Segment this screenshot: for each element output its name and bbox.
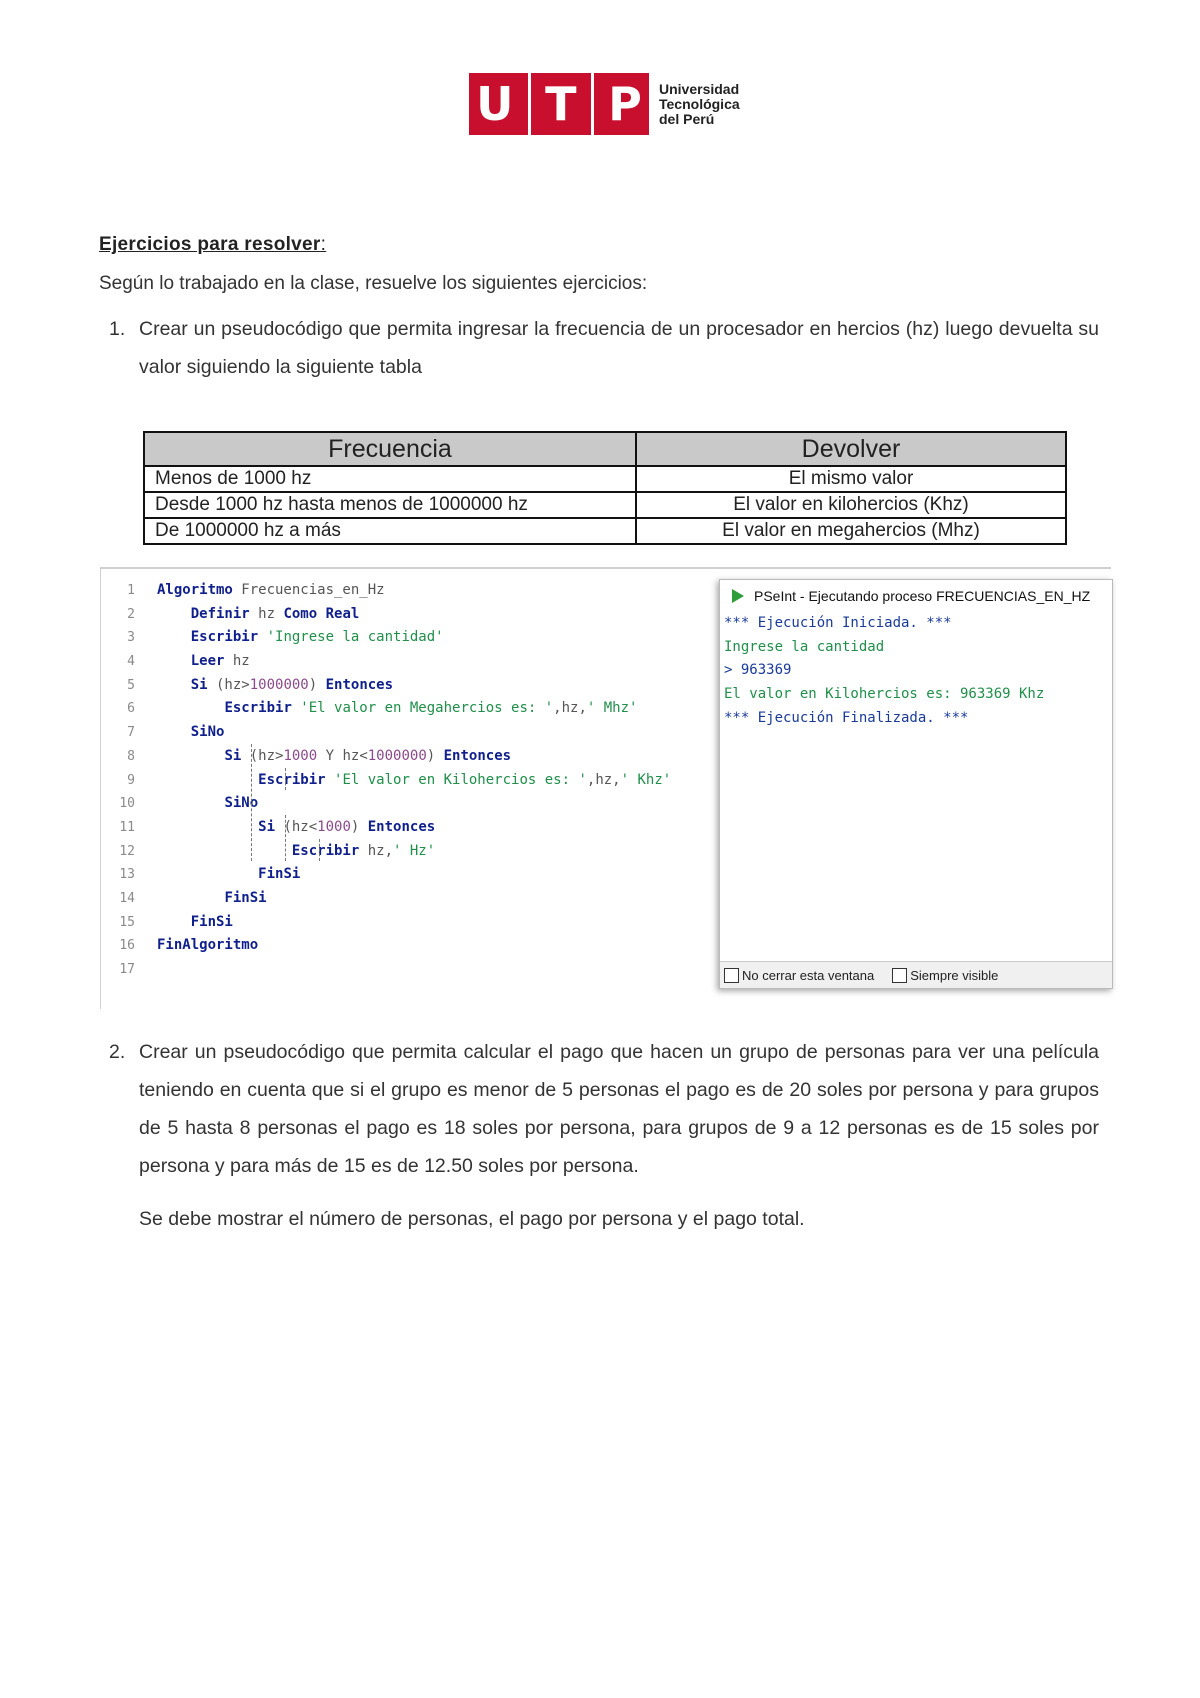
code-keyword: Si xyxy=(224,747,242,764)
line-number: 6 xyxy=(127,701,135,717)
code-line xyxy=(101,911,671,935)
console-title-bar xyxy=(720,580,1112,612)
code-number: 1000 xyxy=(283,747,318,764)
line-number: 17 xyxy=(119,962,135,977)
code-keyword: Definir xyxy=(190,605,250,622)
code-identifier: ) xyxy=(426,747,444,764)
intro-text: Según lo trabajado en la clase, resuelve los siguientes ejercicios: xyxy=(99,273,648,294)
code-identifier: ,hz, xyxy=(586,771,621,788)
code-keyword: Algoritmo xyxy=(157,582,233,598)
code-keyword: Entonces xyxy=(325,676,394,693)
line-number: 11 xyxy=(119,819,135,835)
exercise-1 xyxy=(99,310,1099,386)
frequency-table xyxy=(143,431,1067,545)
indent-guide xyxy=(285,768,286,790)
logo-letter-t: T xyxy=(545,77,577,131)
code-identifier: hz xyxy=(249,605,284,622)
code-keyword: Si xyxy=(190,676,208,693)
console-window xyxy=(719,579,1113,989)
code-identifier: Y hz< xyxy=(317,747,368,764)
code-line xyxy=(101,674,671,698)
logo-wordmark xyxy=(659,82,740,127)
code-keyword: Entonces xyxy=(367,818,436,835)
console-title: PSeInt - Ejecutando proceso FRECUENCIAS_EN_HZ xyxy=(754,588,1091,604)
exercise-number: 2. xyxy=(109,1041,126,1063)
table-header: Frecuencia xyxy=(144,432,636,466)
exercise-2 xyxy=(99,1033,1099,1185)
code-number: 1000 xyxy=(317,818,351,835)
console-footer xyxy=(720,961,1112,988)
console-output xyxy=(720,612,1112,730)
exercise-number: 1. xyxy=(109,318,126,340)
logo-separator xyxy=(591,73,594,135)
code-keyword: FinAlgoritmo xyxy=(157,937,259,954)
code-identifier: (hz< xyxy=(275,818,318,835)
code-line xyxy=(101,603,671,627)
code-keyword: Si xyxy=(258,818,276,835)
line-number: 13 xyxy=(119,867,135,883)
code-number: 1000000 xyxy=(367,747,427,764)
line-number: 9 xyxy=(127,772,135,788)
table-row xyxy=(144,492,1066,518)
code-line xyxy=(101,745,671,769)
code-line xyxy=(101,792,671,816)
table-cell: Menos de 1000 hz xyxy=(144,466,636,492)
table-cell: Desde 1000 hz hasta menos de 1000000 hz xyxy=(144,492,636,518)
code-identifier: (hz> xyxy=(207,676,250,693)
checkbox-label: Siempre visible xyxy=(910,967,999,983)
code-line xyxy=(101,840,671,864)
code-line xyxy=(101,697,671,721)
console-line: > 963369 xyxy=(724,662,792,679)
line-number: 16 xyxy=(119,938,135,954)
utp-logo xyxy=(469,73,740,135)
indent-guide xyxy=(251,744,252,861)
pseint-screenshot xyxy=(100,567,1111,1009)
line-number: 15 xyxy=(119,914,135,930)
keep-open-checkbox[interactable] xyxy=(724,968,874,983)
code-string: ' Hz' xyxy=(393,842,436,859)
logo-separator xyxy=(528,73,531,135)
checkbox-label: No cerrar esta ventana xyxy=(742,967,875,983)
code-identifier: (hz> xyxy=(241,747,284,764)
always-visible-checkbox[interactable] xyxy=(892,968,998,983)
code-keyword: Leer xyxy=(190,653,225,670)
play-icon xyxy=(732,589,744,603)
console-line: *** Ejecución Iniciada. *** xyxy=(724,615,952,631)
logo-mark xyxy=(469,73,649,135)
code-line xyxy=(101,887,671,911)
table-header-row xyxy=(144,432,1066,466)
table-cell: El valor en kilohercios (Khz) xyxy=(636,492,1066,518)
checkbox-box[interactable] xyxy=(892,968,907,983)
code-line xyxy=(101,769,671,793)
line-number: 8 xyxy=(127,748,135,764)
section-heading xyxy=(99,234,326,256)
code-keyword: FinSi xyxy=(258,866,301,883)
line-number: 5 xyxy=(127,677,135,693)
checkbox-box[interactable] xyxy=(724,968,739,983)
exercise-2-note: Se debe mostrar el número de personas, el pago por persona y el pago total. xyxy=(139,1208,805,1230)
logo-line-3: del Perú xyxy=(659,110,715,127)
code-line xyxy=(101,816,671,840)
line-number: 12 xyxy=(119,843,135,859)
code-keyword: SiNo xyxy=(224,795,259,812)
code-identifier: ,hz, xyxy=(553,700,587,717)
logo-line-2: Tecnológica xyxy=(659,95,740,112)
code-line xyxy=(101,650,671,674)
logo-letter-p: P xyxy=(608,77,642,131)
code-string: ' Mhz' xyxy=(586,700,638,717)
line-number: 3 xyxy=(127,630,135,646)
line-number: 7 xyxy=(127,725,135,741)
code-keyword: Entonces xyxy=(443,747,512,764)
table-cell: El mismo valor xyxy=(636,466,1066,492)
code-string: ' Khz' xyxy=(620,771,672,788)
console-line: *** Ejecución Finalizada. *** xyxy=(724,709,969,726)
exercise-text: Crear un pseudocódigo que permita ingresar la frecuencia de un procesador en hercios (hz) luego devuelta su valor siguiendo la siguiente tabla xyxy=(139,318,1099,378)
table-cell: De 1000000 hz a más xyxy=(144,518,636,544)
line-number: 2 xyxy=(127,606,135,622)
console-line: Ingrese la cantidad xyxy=(724,638,885,655)
code-line xyxy=(101,863,671,887)
code-keyword: Como Real xyxy=(283,605,360,622)
code-line xyxy=(101,626,671,650)
code-identifier: ) xyxy=(308,676,326,693)
code-keyword: Escribir xyxy=(291,842,360,859)
heading-text: Ejercicios para resolver xyxy=(99,234,321,255)
code-identifier: hz xyxy=(224,653,250,670)
code-number: 1000000 xyxy=(249,676,309,693)
code-keyword: Escribir xyxy=(224,700,292,717)
line-number: 14 xyxy=(119,890,135,906)
line-number: 4 xyxy=(127,654,135,670)
exercise-text: Crear un pseudocódigo que permita calcular el pago que hacen un grupo de personas para ver una película teniendo en cuenta que si el grupo es menor de 5 personas el pago es de 20 soles por persona y para grupos de 5 hasta 8 personas el pago es 18 soles por persona, para grupos de 9 a 12 personas es de 15 soles por persona y para más de 15 es de 12.50 soles por persona. xyxy=(139,1041,1099,1177)
code-keyword: Escribir xyxy=(258,771,326,788)
code-string: 'El valor en Kilohercios es: ' xyxy=(325,771,587,788)
code-identifier: ) xyxy=(350,818,368,835)
code-line xyxy=(101,579,671,603)
code-line xyxy=(101,934,671,958)
code-identifier: Frecuencias_en_Hz xyxy=(232,582,385,598)
code-line xyxy=(101,721,671,745)
table-header: Devolver xyxy=(636,432,1066,466)
code-string: 'El valor en Megahercios es: ' xyxy=(291,700,554,717)
line-number: 1 xyxy=(127,583,135,598)
code-identifier: hz, xyxy=(359,842,394,859)
code-keyword: Escribir xyxy=(190,629,259,646)
code-keyword: SiNo xyxy=(190,724,225,741)
code-keyword: FinSi xyxy=(190,913,233,930)
indent-guide xyxy=(285,815,286,861)
table-cell: El valor en megahercios (Mhz) xyxy=(636,518,1066,544)
logo-line-1: Universidad xyxy=(659,80,740,97)
line-number: 10 xyxy=(119,796,135,812)
logo-letter-u: U xyxy=(476,77,514,131)
code-editor xyxy=(101,579,671,982)
console-line: El valor en Kilohercios es: 963369 Khz xyxy=(724,686,1045,703)
table-row xyxy=(144,466,1066,492)
table-row xyxy=(144,518,1066,544)
code-line xyxy=(101,958,671,982)
code-keyword: FinSi xyxy=(224,889,267,906)
code-string: 'Ingrese la cantidad' xyxy=(258,629,444,646)
indent-guide xyxy=(319,839,320,861)
heading-colon: : xyxy=(320,234,327,255)
